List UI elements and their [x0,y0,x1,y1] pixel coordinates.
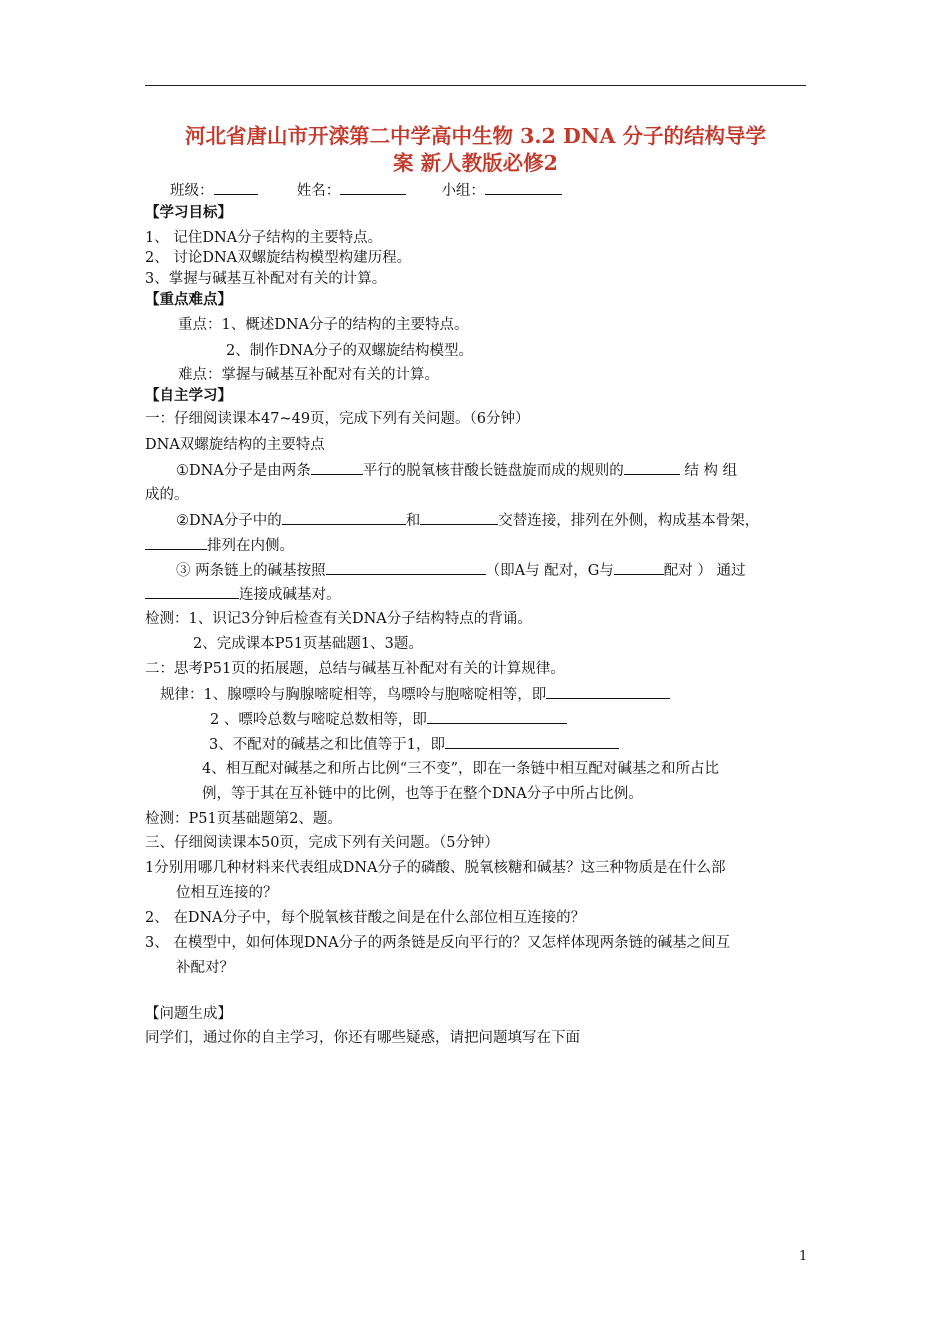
part1-check1: 检测：1、识记3分钟后检查有关DNA分子结构特点的背诵。 [145,611,532,627]
part1-item3: ③ 两条链上的碱基按照 （即A与 配对，G与 配对 ） 通过 [176,560,746,581]
part3-q1: 1分别用哪几种材料来代表组成DNA分子的磷酸、脱氧核糖和碱基？这三种物质是在什么部 [145,860,726,876]
goal-item: 1、 记住DNA分子结构的主要特点。 [145,230,383,246]
part1-item1: ①DNA分子是由两条 平行的脱氧核苷酸长链盘旋而成的规则的 结 构 组 [176,460,737,481]
section-self-study: 【自主学习】 [145,387,232,404]
name-blank[interactable] [340,180,406,195]
part2-rule4-cont: 例，等于其在互补链中的比例，也等于在整个DNA分子中所占比例。 [202,786,643,802]
part2-rule1: 规律：1、腺嘌呤与胸腺嘧啶相等，鸟嘌呤与胞嘧啶相等，即 [160,684,670,705]
fill-blank[interactable] [546,684,670,699]
part2-intro: 二：思考P51页的拓展题，总结与碱基互补配对有关的计算规律。 [145,661,565,677]
part2-rule4: 4、相互配对碱基之和所占比例“三不变”，即在一条链中相互配对碱基之和所占比 [202,761,720,777]
key-focus1: 重点：1、概述DNA分子的结构的主要特点。 [178,317,469,333]
fill-blank[interactable] [282,510,406,525]
fill-blank[interactable] [427,709,567,724]
class-label: 班级： [170,183,214,199]
part3-q1-cont: 位相互连接的？ [176,885,278,901]
info-row [170,180,562,201]
section-key: 【重点难点】 [145,291,232,308]
part3-intro: 三、仔细阅读课本50页，完成下列有关问题。（5分钟） [145,835,499,851]
goal-item: 2、 讨论DNA双螺旋结构模型构建历程。 [145,250,412,266]
part1-item3-cont: 连接成碱基对。 [145,584,341,605]
key-focus2: 2、制作DNA分子的双螺旋结构模型。 [226,343,474,359]
section-goals: 【学习目标】 [145,204,232,221]
group-blank[interactable] [485,180,562,195]
part1-subtitle: DNA双螺旋结构的主要特点 [145,437,325,453]
questions-text: 同学们，通过你的自主学习，你还有哪些疑惑，请把问题填写在下面 [145,1030,580,1046]
doc-title-line2: 案 新人教版必修2 [393,151,558,175]
fill-blank[interactable] [614,560,664,575]
part1-item2: ②DNA分子中的 和 交替连接，排列在外侧，构成基本骨架， [176,510,759,531]
fill-blank[interactable] [420,510,498,525]
page-number: 1 [799,1249,808,1264]
part1-item2-cont: 排列在内侧。 [145,535,294,556]
part1-check2: 2、完成课本P51页基础题1、3题。 [193,636,423,652]
part2-rule2: 2 、嘌呤总数与嘧啶总数相等，即 [210,709,567,730]
goal-item: 3、掌握与碱基互补配对有关的计算。 [145,271,387,287]
fill-blank[interactable] [326,560,486,575]
fill-blank[interactable] [145,584,239,599]
fill-blank[interactable] [311,460,363,475]
part3-q3-cont: 补配对？ [176,960,234,976]
fill-blank[interactable] [445,734,619,749]
part1-item1-cont: 成的。 [145,487,189,503]
part1-intro: 一：仔细阅读课本47~49页，完成下列有关问题。（6分钟） [145,411,530,427]
name-label: 姓名： [296,183,341,199]
part2-rule3: 3、不配对的碱基之和比值等于1，即 [209,734,619,755]
part2-check: 检测：P51页基础题第2、题。 [145,811,342,827]
part3-q2: 2、 在DNA分子中，每个脱氧核苷酸之间是在什么部位相互连接的？ [145,910,586,926]
fill-blank[interactable] [624,460,680,475]
fill-blank[interactable] [145,535,207,550]
section-questions: 【问题生成】 [145,1006,232,1022]
doc-title-line1: 河北省唐山市开滦第二中学高中生物 3.2 DNA 分子的结构导学 [185,124,766,148]
header-rule [145,85,806,86]
key-difficulty: 难点：掌握与碱基互补配对有关的计算。 [178,367,439,383]
group-label: 小组： [441,183,485,199]
part3-q3: 3、 在模型中，如何体现DNA分子的两条链是反向平行的？又怎样体现两条链的碱基之间互 [145,935,731,951]
class-blank[interactable] [214,180,258,195]
